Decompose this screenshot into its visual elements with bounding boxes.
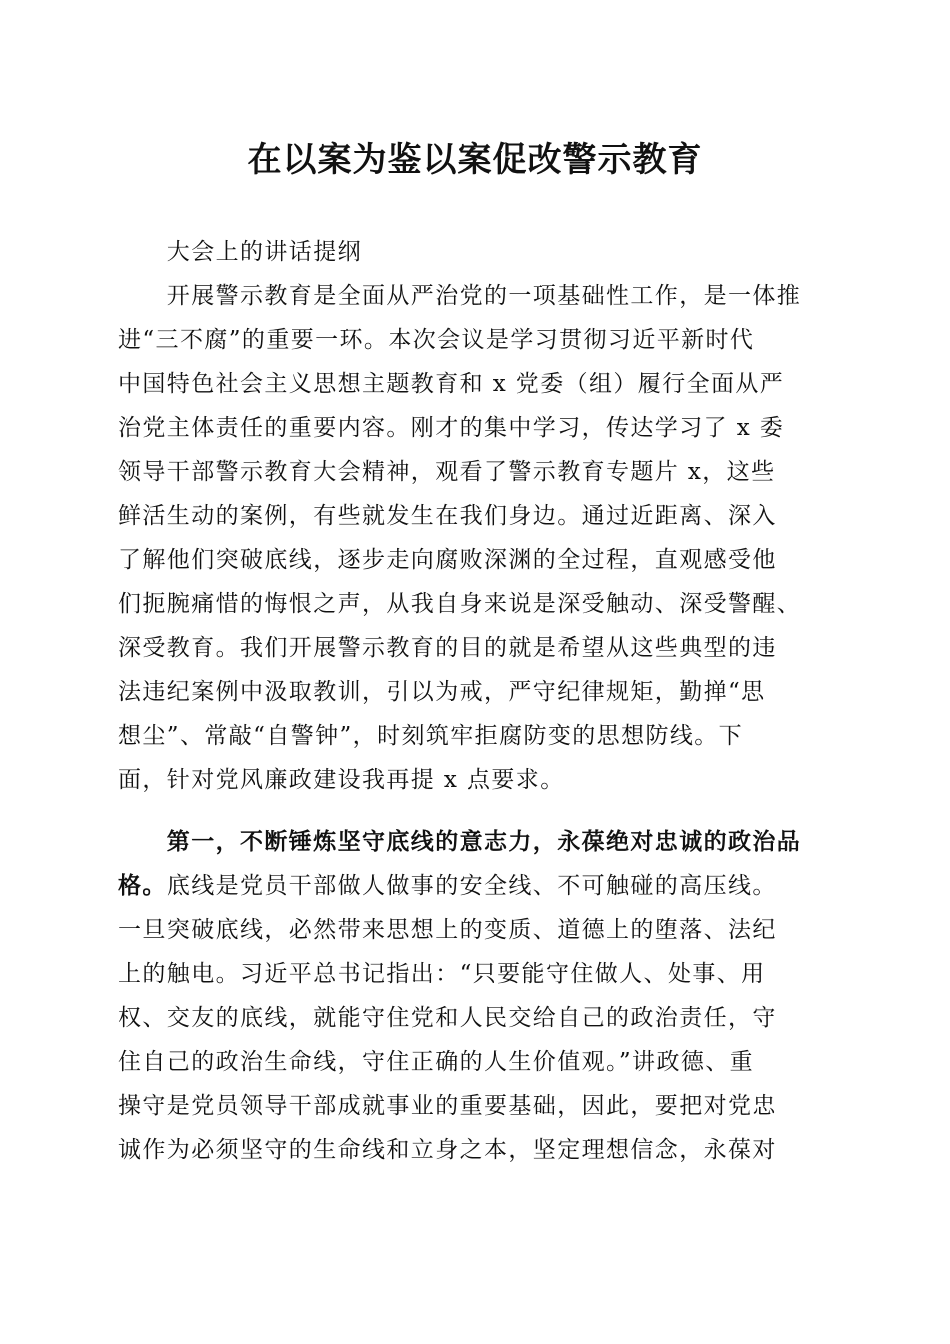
paragraph-line: 法违纪案例中汲取教训，引以为戒，严守纪律规矩，勤掸“思 [118, 679, 766, 705]
paragraph-line: 鲜活生动的案例，有些就发生在我们身边。通过近距离、深入 [118, 503, 777, 529]
paragraph-line: 中国特色社会主义思想主题教育和 x 党委（组）履行全面从严 [118, 371, 785, 397]
section-heading-end: 格。 [118, 872, 167, 899]
paragraph-line: 诚作为必须坚守的生命线和立身之本，坚定理想信念，永葆对 [118, 1137, 777, 1163]
paragraph-line: 想尘”、常敲“自警钟”，时刻筑牢拒腐防变的思想防线。下 [118, 723, 744, 749]
section-heading-line: 第一，不断锤炼坚守底线的意志力，永葆绝对忠诚的政治品 [118, 828, 802, 855]
section-text-start: 底线是党员干部做人做事的安全线、不可触碰的高压线。 [166, 873, 777, 899]
subtitle-line: 大会上的讲话提纲 [118, 239, 362, 265]
document-title: 在以案为鉴以案促改警示教育 [247, 140, 703, 180]
paragraph-line: 进“三不腐”的重要一环。本次会议是学习贯彻习近平新时代 [118, 327, 755, 353]
paragraph-line: 治党主体责任的重要内容。刚才的集中学习，传达学习了 x 委 [118, 415, 785, 441]
paragraph-line: 住自己的政治生命线，守住正确的人生价值观。”讲政德、重 [118, 1049, 755, 1075]
paragraph-gap [118, 802, 836, 820]
paragraph-line: 们扼腕痛惜的悔恨之声，从我自身来说是深受触动、深受警醒、 [118, 591, 802, 617]
paragraph-line: 面，针对党风廉政建设我再提 x 点要求。 [118, 767, 565, 793]
section-mixed-line [118, 864, 836, 908]
paragraph-line: 开展警示教育是全面从严治党的一项基础性工作，是一体推 [118, 283, 802, 309]
document-body [118, 230, 836, 1172]
paragraph-line: 一旦突破底线，必然带来思想上的变质、道德上的堕落、法纪 [118, 917, 777, 943]
paragraph-line: 了解他们突破底线，逐步走向腐败深渊的全过程，直观感受他 [118, 547, 777, 573]
paragraph-line: 领导干部警示教育大会精神，观看了警示教育专题片 x，这些 [118, 459, 776, 485]
paragraph-line: 深受教育。我们开展警示教育的目的就是希望从这些典型的违 [118, 635, 777, 661]
paragraph-line: 权、交友的底线，就能守住党和人民交给自己的政治责任，守 [118, 1005, 777, 1031]
paragraph-line: 操守是党员领导干部成就事业的重要基础，因此，要把对党忠 [118, 1093, 777, 1119]
paragraph-line: 上的触电。习近平总书记指出：“只要能守住做人、处事、用 [118, 961, 766, 987]
